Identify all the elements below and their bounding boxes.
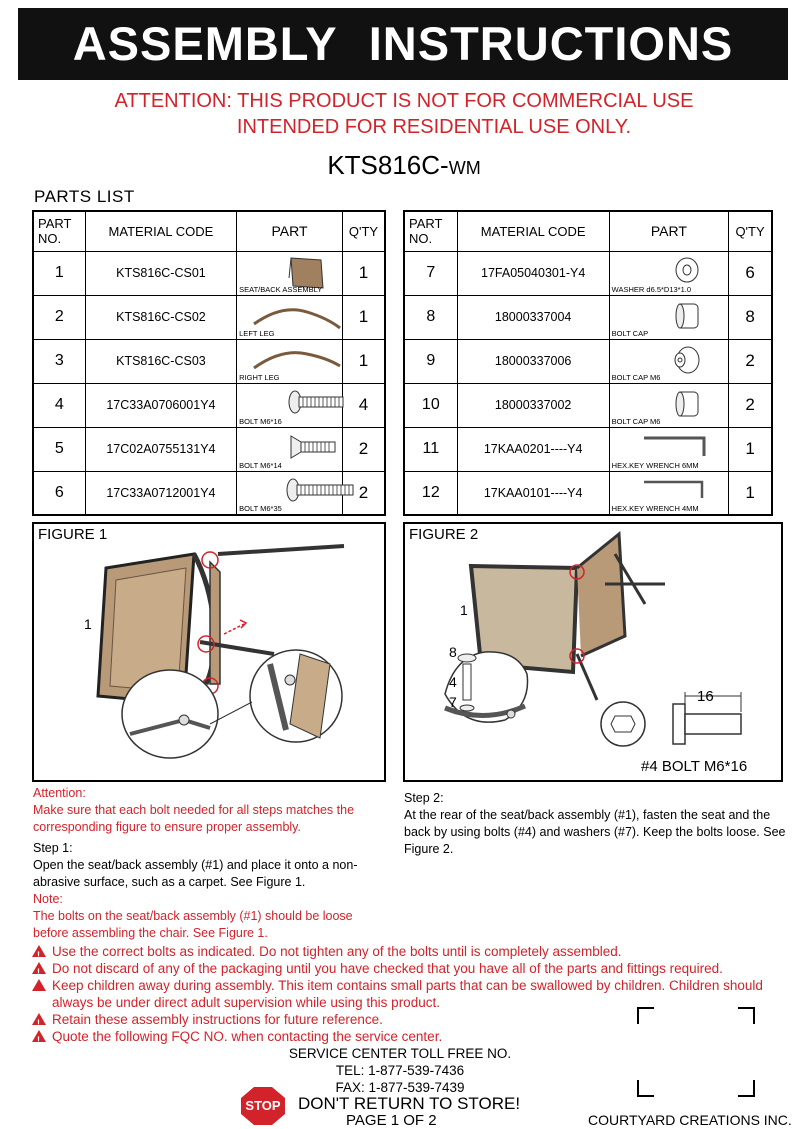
washer-icon xyxy=(672,256,702,286)
qty: 1 xyxy=(342,339,385,383)
service-title: SERVICE CENTER TOLL FREE NO. xyxy=(288,1046,512,1061)
figure-2-callout-8: 8 xyxy=(449,644,457,660)
part-no: 9 xyxy=(404,339,457,383)
warning-text: Quote the following FQC NO. when contacting the service center. xyxy=(52,1029,443,1044)
qty: 8 xyxy=(729,295,772,339)
part-no: 10 xyxy=(404,383,457,427)
part-no: 8 xyxy=(404,295,457,339)
figure-2-callout-1: 1 xyxy=(460,602,468,618)
table-row xyxy=(33,383,385,427)
model-main: KTS816C- xyxy=(327,150,449,180)
part-cell xyxy=(609,295,728,339)
parts-table-left xyxy=(32,210,386,516)
material-code: 17C02A0755131Y4 xyxy=(85,427,236,471)
material-code: KTS816C-CS02 xyxy=(85,295,236,339)
warning-icon xyxy=(32,1030,46,1042)
part-label: BOLT M6*35 xyxy=(239,504,282,513)
table-row xyxy=(33,251,385,295)
qty: 1 xyxy=(729,427,772,471)
stop-text: STOP xyxy=(245,1098,281,1113)
service-fax: FAX: 1-877-539-7439 xyxy=(335,1080,465,1095)
part-label: BOLT CAP M6 xyxy=(611,416,661,426)
qty: 2 xyxy=(729,339,772,383)
material-code: 17FA05040301-Y4 xyxy=(457,251,609,295)
part-label: BOLT M6*14 xyxy=(239,460,282,470)
right-instructions xyxy=(404,790,788,858)
bolt-caption: #4 BOLT M6*16 xyxy=(641,758,748,775)
warning-text: Keep children away during assembly. This item contains small parts that can be swallowed by children. Children should always be under direct adult supervision while using this product. xyxy=(52,978,763,1010)
qty: 1 xyxy=(729,471,772,515)
material-code: 18000337006 xyxy=(457,339,609,383)
warning-icon xyxy=(32,945,46,957)
part-label: WASHER d6.5*D13*1.0 xyxy=(611,284,692,294)
header-part: PART xyxy=(609,211,728,251)
attention-line-2: INTENDED FOR RESIDENTIAL USE ONLY. xyxy=(236,116,632,138)
header-part-no: PART NO. xyxy=(33,211,85,251)
header-part-no: PART NO. xyxy=(404,211,457,251)
attention-body: Make sure that each bolt needed for all steps matches the corresponding figure to ensure proper assembly. xyxy=(33,803,355,834)
figure-1-label: FIGURE 1 xyxy=(38,526,108,543)
part-cell xyxy=(237,295,343,339)
table-row xyxy=(404,427,772,471)
attention-line-1: ATTENTION: THIS PRODUCT IS NOT FOR COMMERCIAL USE xyxy=(114,90,694,112)
table-row xyxy=(404,251,772,295)
part-label: BOLT M6*16 xyxy=(239,416,282,426)
figure-2-callout-7: 7 xyxy=(449,694,457,710)
bolt-cap-icon xyxy=(672,388,702,420)
step-2-body: At the rear of the seat/back assembly (#1), fasten the seat and the back by using bolts (#4) and washers (#7). Keep the bolts loose. See Figure 2. xyxy=(404,808,786,856)
part-label: HEX.KEY WRENCH 4MM xyxy=(611,504,699,513)
leg-icon xyxy=(252,300,342,330)
dimension-label: 16 xyxy=(697,688,714,705)
material-code: 17KAA0101----Y4 xyxy=(457,471,609,515)
figure-2-callout-4: 4 xyxy=(449,674,457,690)
header-material-code: MATERIAL CODE xyxy=(85,211,236,251)
bolt-cap-icon xyxy=(670,344,704,376)
warning-text: Retain these assembly instructions for future reference. xyxy=(52,1012,383,1027)
part-label: LEFT LEG xyxy=(239,328,275,338)
model-suffix: WM xyxy=(448,158,481,178)
header-qty: Q'TY xyxy=(729,211,772,251)
figure-2 xyxy=(403,522,783,782)
table-row xyxy=(404,471,772,515)
part-no: 2 xyxy=(33,295,85,339)
left-instructions xyxy=(33,785,389,942)
step-1-body: Open the seat/back assembly (#1) and place it onto a non-abrasive surface, such as a carpet. See Figure 1. xyxy=(33,858,358,889)
chair-back-illustration xyxy=(405,524,781,780)
note-title: Note: xyxy=(33,892,63,906)
header-qty: Q'TY xyxy=(342,211,385,251)
warning-item xyxy=(32,960,782,977)
material-code: KTS816C-CS03 xyxy=(85,339,236,383)
part-cell xyxy=(609,383,728,427)
table-row xyxy=(33,295,385,339)
model-number xyxy=(0,150,808,181)
part-cell xyxy=(237,471,343,515)
leg-icon xyxy=(252,344,342,374)
table-row xyxy=(33,471,385,515)
step-1-title: Step 1: xyxy=(33,841,73,855)
qty: 4 xyxy=(342,383,385,427)
part-no: 6 xyxy=(33,471,85,515)
part-cell xyxy=(609,251,728,295)
part-label: BOLT CAP M6 xyxy=(611,372,661,382)
part-cell xyxy=(609,339,728,383)
table-row xyxy=(33,339,385,383)
company-name: COURTYARD CREATIONS INC. xyxy=(588,1112,792,1128)
stop-sign-icon xyxy=(240,1086,286,1126)
material-code: 18000337002 xyxy=(457,383,609,427)
part-no: 7 xyxy=(404,251,457,295)
part-label: RIGHT LEG xyxy=(239,372,280,382)
header-part: PART xyxy=(237,211,343,251)
warning-text: Do not discard of any of the packaging until you have checked that you have all of the parts and fittings required. xyxy=(52,961,723,976)
figure-2-label: FIGURE 2 xyxy=(409,526,479,543)
fqc-box xyxy=(636,1006,756,1098)
chair-seat-illustration xyxy=(34,524,384,780)
qty: 2 xyxy=(342,471,385,515)
part-cell xyxy=(609,471,728,515)
part-no: 5 xyxy=(33,427,85,471)
header-material-code: MATERIAL CODE xyxy=(457,211,609,251)
part-no: 12 xyxy=(404,471,457,515)
warning-icon xyxy=(32,1013,46,1025)
service-tel: TEL: 1-877-539-7436 xyxy=(335,1063,465,1078)
qty: 1 xyxy=(342,295,385,339)
part-cell xyxy=(609,427,728,471)
part-cell xyxy=(237,339,343,383)
figure-1-callout: 1 xyxy=(84,616,92,632)
hex-key-icon xyxy=(640,432,712,460)
table-header-row xyxy=(404,211,772,251)
part-cell xyxy=(237,383,343,427)
part-label: SEAT/BACK ASSEMBLY xyxy=(239,284,323,294)
part-label: HEX.KEY WRENCH 6MM xyxy=(611,460,699,470)
parts-list-title: PARTS LIST xyxy=(34,187,135,206)
table-header-row xyxy=(33,211,385,251)
part-no: 3 xyxy=(33,339,85,383)
material-code: KTS816C-CS01 xyxy=(85,251,236,295)
material-code: 17C33A0712001Y4 xyxy=(85,471,236,515)
part-no: 11 xyxy=(404,427,457,471)
part-cell xyxy=(237,251,343,295)
part-label: BOLT CAP xyxy=(611,328,649,338)
table-row xyxy=(33,427,385,471)
warning-icon xyxy=(32,979,46,991)
attention-title: Attention: xyxy=(33,786,86,800)
qty: 1 xyxy=(342,251,385,295)
qty: 6 xyxy=(729,251,772,295)
page-number: PAGE 1 OF 2 xyxy=(346,1112,437,1129)
page-title: ASSEMBLY INSTRUCTIONS xyxy=(18,8,788,80)
hex-key-icon xyxy=(640,476,712,504)
warning-icon xyxy=(32,962,46,974)
warning-text: Use the correct bolts as indicated. Do not tighten any of the bolts until is completely assembled. xyxy=(52,944,622,959)
parts-table-right xyxy=(403,210,773,516)
table-row xyxy=(404,383,772,427)
material-code: 17KAA0201----Y4 xyxy=(457,427,609,471)
figure-1 xyxy=(32,522,386,782)
warning-item xyxy=(32,943,782,960)
table-row xyxy=(404,339,772,383)
step-2-title: Step 2: xyxy=(404,791,444,805)
qty: 2 xyxy=(342,427,385,471)
material-code: 17C33A0706001Y4 xyxy=(85,383,236,427)
qty: 2 xyxy=(729,383,772,427)
bolt-cap-icon xyxy=(672,300,702,332)
dont-return-text: DON'T RETURN TO STORE! xyxy=(298,1094,521,1113)
part-cell xyxy=(237,427,343,471)
part-no: 1 xyxy=(33,251,85,295)
part-no: 4 xyxy=(33,383,85,427)
note-body: The bolts on the seat/back assembly (#1) should be loose before assembling the chair. See Figure 1. xyxy=(33,909,353,940)
material-code: 18000337004 xyxy=(457,295,609,339)
table-row xyxy=(404,295,772,339)
